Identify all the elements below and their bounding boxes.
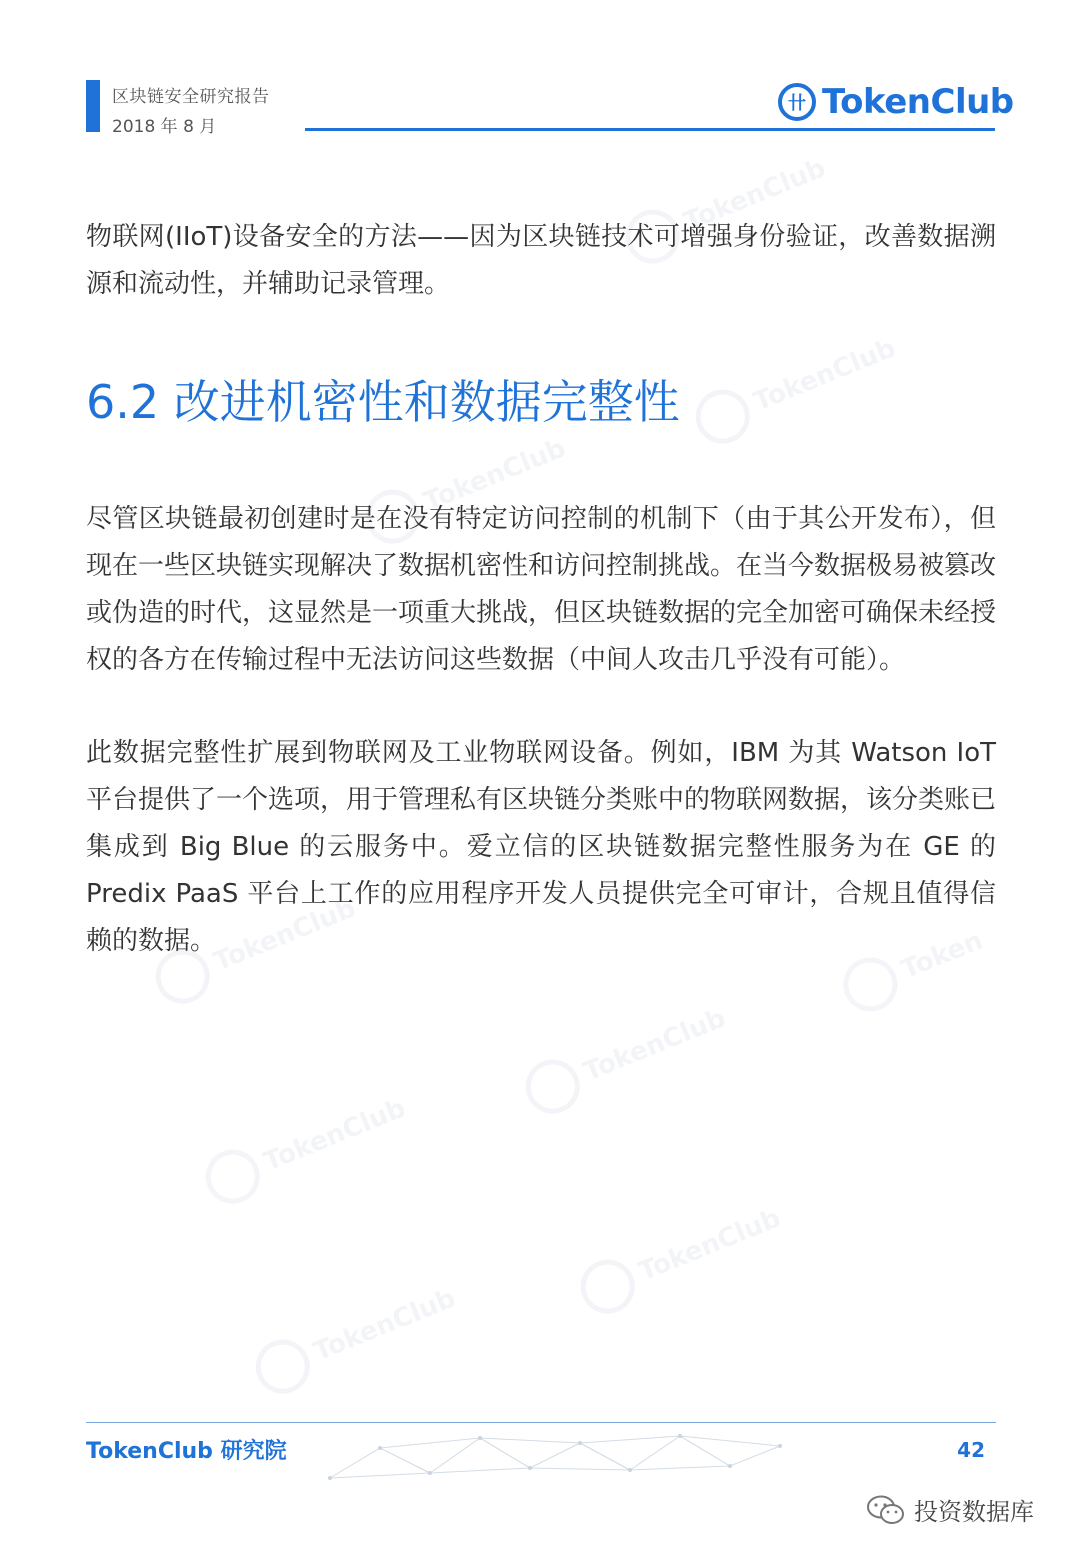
- logo-text: TokenClub: [822, 82, 1014, 122]
- section-heading: 6.2 改进机密性和数据完整性: [86, 375, 680, 429]
- watermark-logo: TokenClub: [518, 992, 735, 1121]
- footer-divider: [86, 1422, 996, 1423]
- report-date: 2018 年 8 月: [112, 117, 217, 137]
- watermark-logo: TokenClub: [573, 1192, 790, 1321]
- header-divider: [305, 128, 995, 131]
- report-title: 区块链安全研究报告: [112, 87, 270, 107]
- wechat-account-name: 投资数据库: [914, 1498, 1034, 1526]
- page-number: 42: [957, 1438, 985, 1462]
- watermark-logo: TokenClub: [198, 1082, 415, 1211]
- network-decoration: [320, 1428, 820, 1488]
- watermark-logo: Token: [835, 914, 991, 1019]
- header-accent-bar: [86, 80, 100, 132]
- tokenclub-logo-icon: 卄: [778, 83, 816, 121]
- watermark-logo: TokenClub: [148, 882, 365, 1011]
- watermark-logo: TokenClub: [358, 422, 575, 551]
- body-paragraph-2: 此数据完整性扩展到物联网及工业物联网设备。例如，IBM 为其 Watson IoT 平台提供了一个选项，用于管理私有区块链分类账中的物联网数据，该分类账已集成到 Big Blue 的云服务中。爱立信的区块链数据完整性服务为在 GE 的 Predix PaaS 平台上工作的应用程序开发人员提供完全可审计，合规且值得信赖的数据。: [86, 738, 997, 956]
- watermark-logo: TokenClub: [618, 142, 835, 271]
- tokenclub-logo: [778, 80, 1014, 124]
- wechat-attribution: [866, 1492, 1034, 1527]
- wechat-icon: [866, 1494, 906, 1526]
- watermark-logo: TokenClub: [248, 1272, 465, 1401]
- body-paragraph-1: 尽管区块链最初创建时是在没有特定访问控制的机制下（由于其公开发布），但现在一些区块链实现解决了数据机密性和访问控制挑战。在当今数据极易被篡改或伪造的时代，这显然是一项重大挑战，但区块链数据的完全加密可确保未经授权的各方在传输过程中无法访问这些数据（中间人攻击几乎没有可能）。: [86, 504, 997, 675]
- watermark-logo: TokenClub: [688, 322, 905, 451]
- intro-paragraph: 物联网(IIoT)设备安全的方法——因为区块链技术可增强身份验证，改善数据溯源和流动性，并辅助记录管理。: [86, 222, 996, 299]
- footer-brand: TokenClub 研究院: [86, 1439, 287, 1464]
